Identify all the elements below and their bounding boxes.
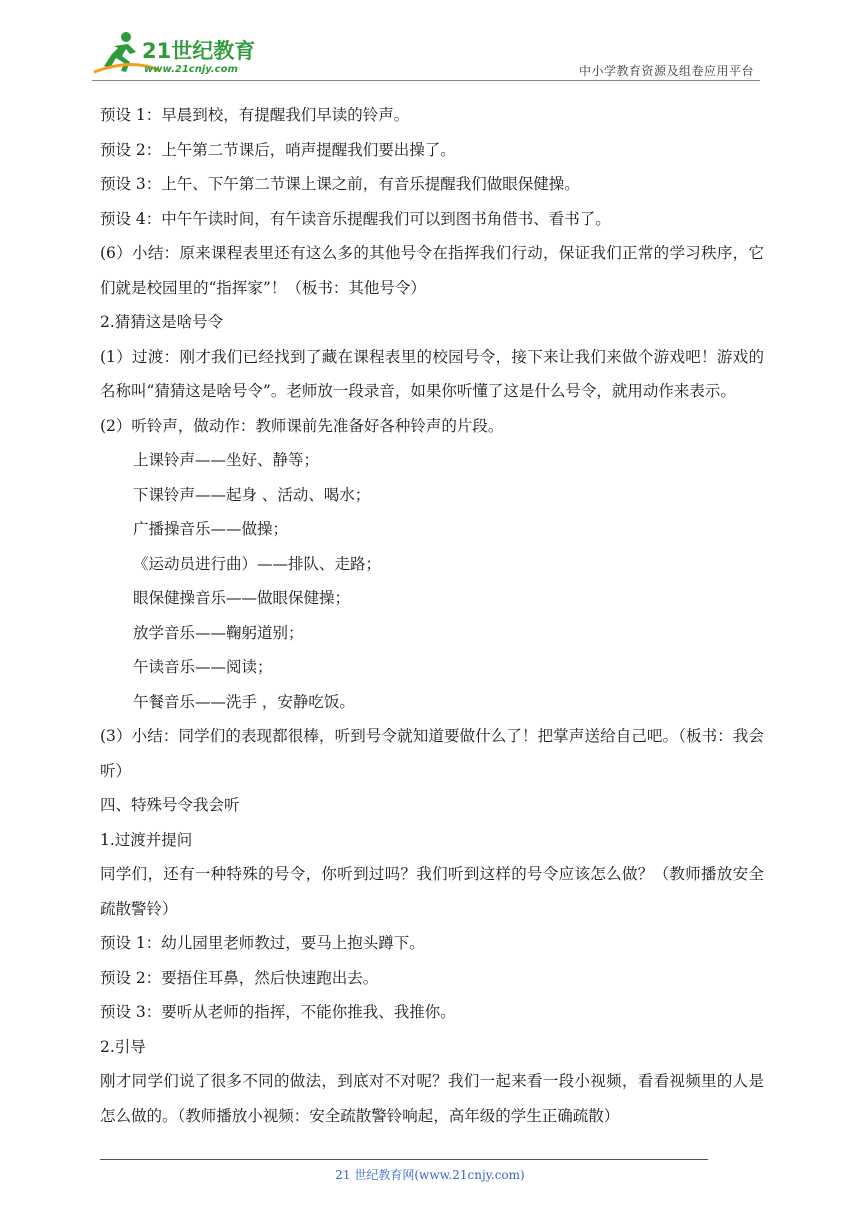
footer-site-link[interactable]: 21 世纪教育网(www.21cnjy.com): [335, 1168, 525, 1182]
logo-url: www.21cnjy.com: [144, 64, 238, 75]
paragraph: 《运动员进行曲）——排队、走路；: [133, 554, 382, 573]
paragraph: 预设 1：幼儿园里老师教过，要马上抱头蹲下。: [100, 934, 425, 952]
header-divider: [92, 80, 760, 81]
paragraph: 2.引导: [100, 1037, 146, 1056]
paragraph: 午餐音乐——洗手 ，安静吃饭。: [133, 692, 355, 711]
paragraph: 四、特殊号令我会听: [100, 796, 240, 814]
footer-divider: [100, 1159, 708, 1160]
paragraph: 预设 1：早晨到校，有提醒我们早读的铃声。: [100, 106, 410, 124]
paragraph: 午读音乐——阅读；: [133, 658, 273, 676]
paragraph: (3）小结：同学们的表现都很棒，听到号令就知道要做什么了！把掌声送给自己吧。（板书：我会听）: [100, 727, 764, 780]
logo-text: 21世纪教育: [142, 39, 256, 63]
paragraph: 刚才同学们说了很多不同的做法，到底对不对呢？我们一起来看一段小视频，看看视频里的人是怎么做的。（教师播放小视频：安全疏散警铃响起，高年级的学生正确疏散）: [100, 1072, 764, 1125]
paragraph: 广播操音乐——做操；: [133, 520, 289, 538]
paragraph: 预设 3：上午、下午第二节课上课之前，有音乐提醒我们做眼保健操。: [100, 175, 580, 193]
page-header: [92, 28, 760, 82]
paragraph: (1）过渡：刚才我们已经找到了藏在课程表里的校园号令，接下来让我们来做个游戏吧！游戏的名称叫“猜猜这是啥号令”。老师放一段录音，如果你听懂了这是什么号令，就用动作来表示。: [100, 347, 764, 400]
paragraph: 下课铃声——起身 、活动、喝水；: [133, 485, 371, 504]
paragraph: 2.猜猜这是啥号令: [100, 313, 224, 331]
paragraph: 放学音乐——鞠躬道别；: [133, 623, 304, 642]
paragraph: (2）听铃声，做动作：教师课前先准备好各种铃声的片段。: [100, 416, 504, 435]
paragraph: 1.过渡并提问: [100, 830, 193, 849]
platform-name: 中小学教育资源及组卷应用平台: [578, 64, 754, 78]
site-logo: [92, 28, 282, 80]
paragraph: 上课铃声——坐好、静等；: [133, 451, 320, 469]
paragraph: 预设 2：要捂住耳鼻，然后快速跑出去。: [100, 968, 379, 987]
paragraph: 预设 4：中午午读时间，有午读音乐提醒我们可以到图书角借书、看书了。: [100, 209, 611, 228]
running-figure-logo-icon: [92, 28, 282, 80]
document-body: [100, 98, 764, 1133]
paragraph: 预设 3：要听从老师的指挥，不能你推我、我推你。: [100, 1003, 456, 1021]
paragraph: 眼保健操音乐——做眼保健操；: [133, 589, 351, 607]
paragraph: (6）小结：原来课程表里还有这么多的其他号令在指挥我们行动，保证我们正常的学习秩序，它们就是校园里的“指挥家”！（板书：其他号令）: [100, 244, 764, 297]
paragraph: 预设 2：上午第二节课后，哨声提醒我们要出操了。: [100, 140, 456, 159]
paragraph: 同学们，还有一种特殊的号令，你听到过吗？我们听到这样的号令应该怎么做？（教师播放安全疏散警铃）: [100, 865, 764, 918]
